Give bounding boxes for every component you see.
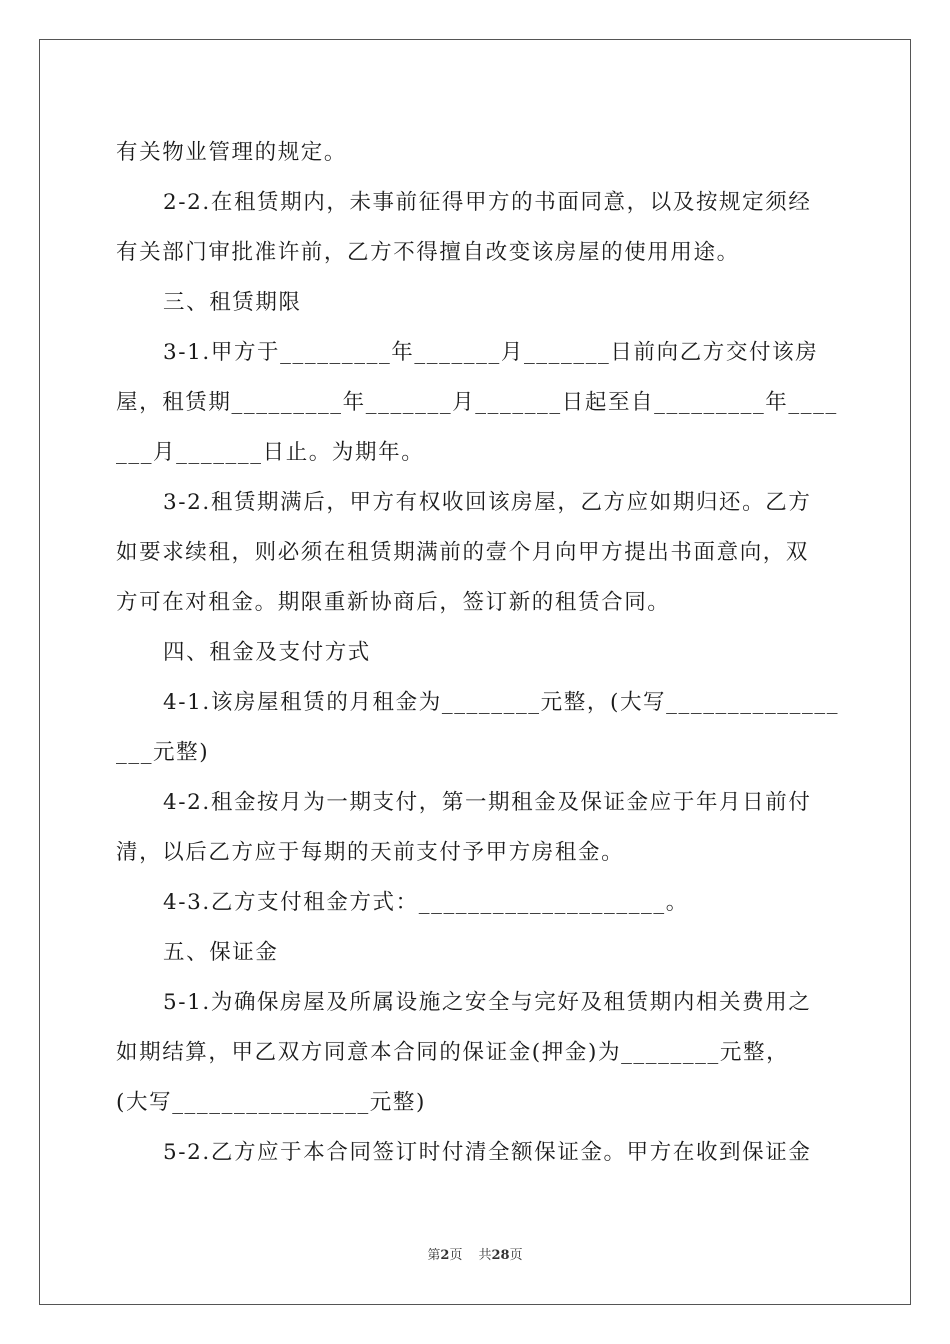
page-suffix: 页 bbox=[449, 1248, 463, 1263]
text-line: 清，以后乙方应于每期的天前支付予甲方房租金。 bbox=[116, 840, 625, 865]
page-number: 2 bbox=[440, 1248, 450, 1263]
page-prefix: 第 bbox=[427, 1248, 441, 1263]
clause-3-1: 3-1.甲方于_________年_______月_______日前向乙方交付该房 bbox=[163, 340, 819, 365]
text-line: (大写________________元整) bbox=[116, 1090, 426, 1115]
clause-4-1: 4-1.该房屋租赁的月租金为________元整，(大写______________ bbox=[163, 690, 840, 715]
text-line: 有关物业管理的规定。 bbox=[116, 140, 348, 165]
document-body bbox=[116, 128, 840, 1178]
section-heading-3: 三、租赁期限 bbox=[163, 290, 302, 315]
text-line: 有关部门审批准许前，乙方不得擅自改变该房屋的使用用途。 bbox=[116, 240, 740, 265]
section-heading-5: 五、保证金 bbox=[163, 940, 279, 965]
section-heading-4: 四、租金及支付方式 bbox=[163, 640, 371, 665]
clause-4-3: 4-3.乙方支付租金方式：____________________。 bbox=[163, 890, 689, 915]
text-line: 屋，租赁期_________年_______月_______日起至自_________年____ bbox=[116, 390, 838, 415]
total-suffix: 页 bbox=[509, 1248, 523, 1263]
clause-5-2: 5-2.乙方应于本合同签订时付清全额保证金。甲方在收到保证金 bbox=[163, 1140, 812, 1165]
clause-4-2: 4-2.租金按月为一期支付，第一期租金及保证金应于年月日前付 bbox=[163, 790, 812, 815]
text-line: ___元整) bbox=[116, 740, 210, 765]
total-prefix: 共 bbox=[478, 1248, 492, 1263]
total-pages: 28 bbox=[491, 1248, 510, 1263]
clause-2-2: 2-2.在租赁期内，未事前征得甲方的书面同意，以及按规定须经 bbox=[163, 190, 812, 215]
clause-5-1: 5-1.为确保房屋及所属设施之安全与完好及租赁期内相关费用之 bbox=[163, 990, 812, 1015]
text-line: 如要求续租，则必须在租赁期满前的壹个月向甲方提出书面意向，双 bbox=[116, 540, 810, 565]
text-line: 方可在对租金。期限重新协商后，签订新的租赁合同。 bbox=[116, 590, 671, 615]
clause-3-2: 3-2.租赁期满后，甲方有权收回该房屋，乙方应如期归还。乙方 bbox=[163, 490, 812, 515]
text-line: ___月_______日止。为期年。 bbox=[116, 440, 425, 465]
text-line: 如期结算，甲乙双方同意本合同的保证金(押金)为________元整， bbox=[116, 1040, 790, 1065]
page-footer bbox=[0, 1244, 950, 1263]
